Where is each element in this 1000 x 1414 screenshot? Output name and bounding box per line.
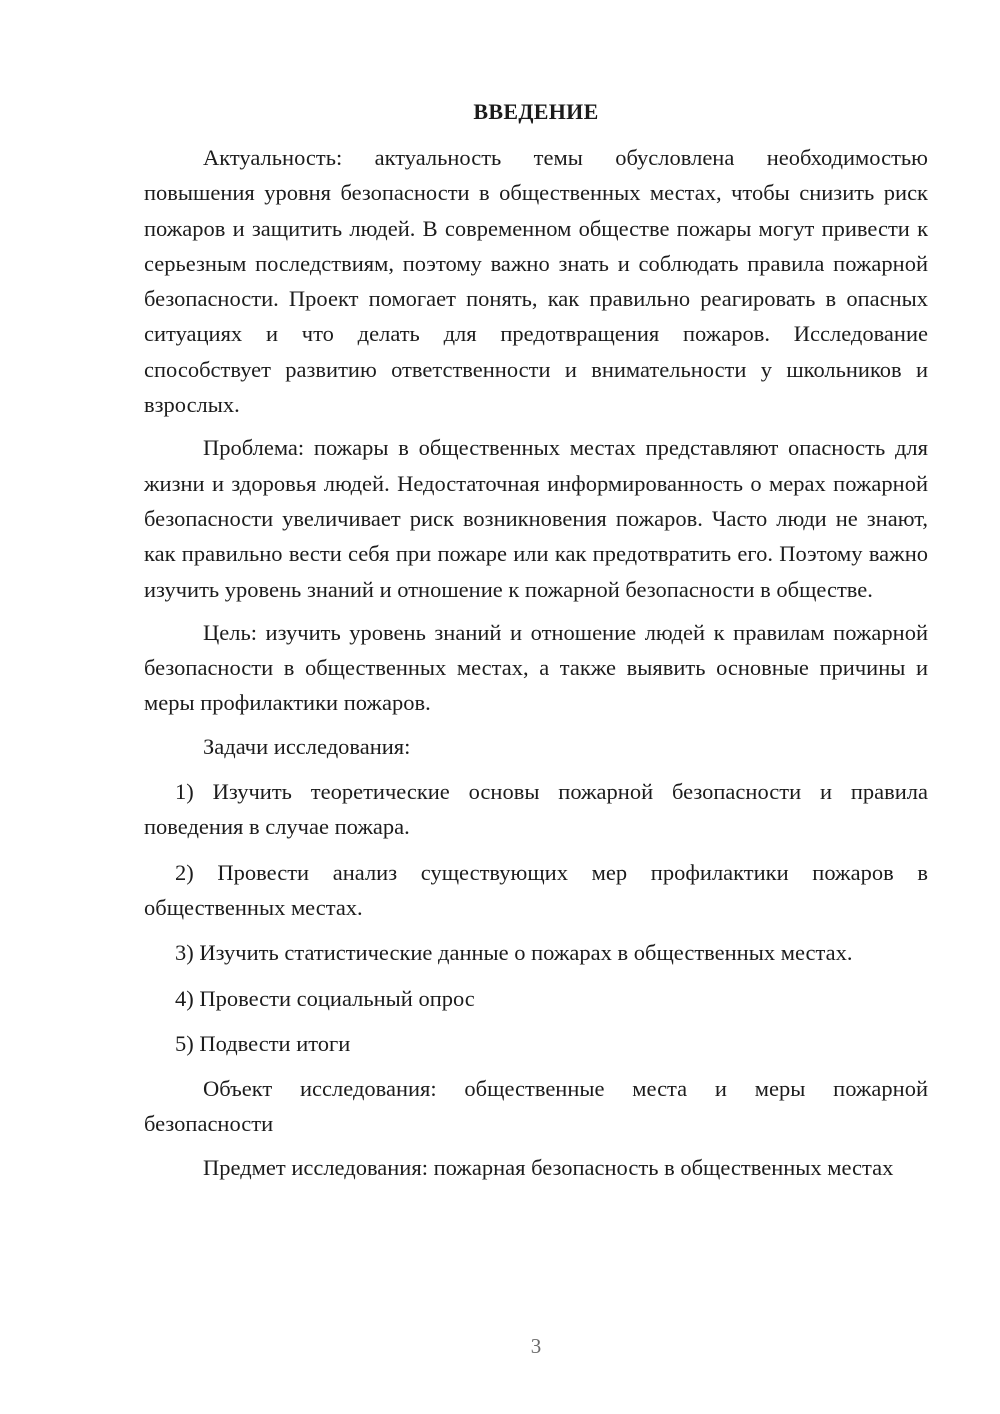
goal-paragraph: Цель: изучить уровень знаний и отношение людей к правилам пожарной безопасности в общественных местах, а также выявить основные причины и меры профилактики пожаров. [144,619,928,716]
relevance-paragraph: Актуальность: актуальность темы обусловлена необходимостью повышения уровня безопасности в общественных местах, чтобы снизить риск пожаров и защитить людей. В современном обществе пожары могут привести к серьезным последствиям, поэтому важно знать и соблюдать правила пожарной безопасности. Проект помогает понять, как правильно реагировать в опасных ситуациях и что делать для предотвращения пожаров. Исследование способствует развитию ответственности и внимательности у школьников и взрослых. [144,145,928,418]
page-content [144,97,928,1193]
tasks-heading: Задачи исследования: [203,733,411,759]
object-paragraph: Объект исследования: общественные места и меры пожарной безопасности [144,1076,928,1137]
task-item-3: 3) Изучить статистические данные о пожарах в общественных местах. [175,940,853,966]
task-item-4: 4) Провести социальный опрос [175,985,475,1011]
task-item-1: 1) Изучить теоретические основы пожарной безопасности и правила поведения в случае пожара. [144,779,928,840]
task-item-2: 2) Провести анализ существующих мер профилактики пожаров в общественных местах. [144,859,928,920]
page-number: 3 [530,1334,542,1358]
document-title: ВВЕДЕНИЕ [473,99,599,124]
task-item-5: 5) Подвести итоги [175,1030,351,1056]
problem-paragraph: Проблема: пожары в общественных местах представляют опасность для жизни и здоровья людей. Недостаточная информированность о мерах пожарной безопасности увеличивает риск возникновения пожаров. Часто люди не знают, как правильно вести себя при пожаре или как предотвратить его. Поэтому важно изучить уровень знаний и отношение к пожарной безопасности в обществе. [144,435,928,602]
subject-paragraph: Предмет исследования: пожарная безопасность в общественных местах [203,1154,894,1180]
